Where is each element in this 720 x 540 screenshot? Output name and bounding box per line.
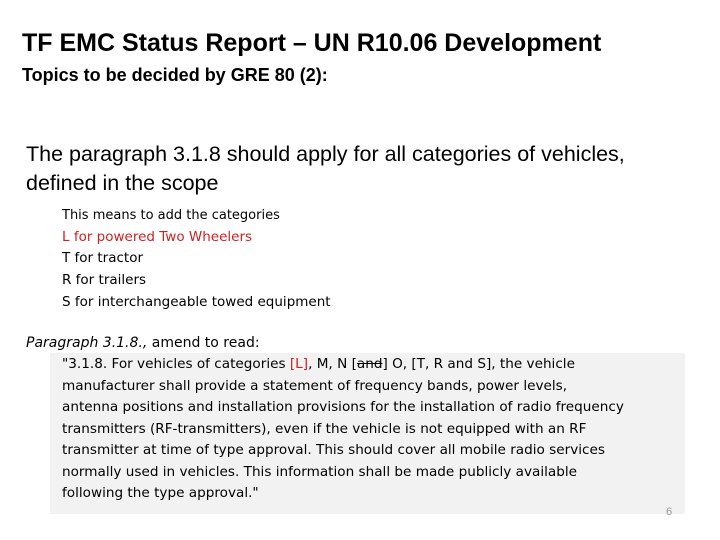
lead-paragraph: The paragraph 3.1.8 should apply for all categories of vehicles, defined in the scope [26,142,625,195]
slide-title: TF EMC Status Report – UN R10.06 Development [22,29,602,57]
quote-line-7: following the type approval." [62,485,259,501]
category-item-s: S for interchangeable towed equipment [62,293,331,310]
quote-line-4: transmitters (RF-transmitters), even if the vehicle is not equipped with an RF [62,420,587,437]
quote-line-1 [62,354,677,376]
quote-line-3: antenna positions and installation provisions for the installation of radio frequency [62,399,624,415]
category-list-intro: This means to add the categories [62,208,280,223]
paragraph-amendment-intro [26,333,260,353]
quote-text: ] O, [T, R and S], the vehicle [382,356,575,372]
quote-line-5: transmitter at time of type approval. This should cover all mobile radio services [62,442,605,458]
category-item-t: T for tractor [62,250,144,267]
category-list [62,205,331,314]
amended-text-quote [62,354,677,505]
paragraph-reference: Paragraph 3.1.8., [26,335,148,351]
category-item-r: R for trailers [62,272,147,289]
category-item-l: L for powered Two Wheelers [62,228,253,245]
page-number: 6 [666,506,673,518]
category-l-highlight: [L] [289,356,309,372]
quote-text: , M, N [ [308,356,357,372]
slide-subtitle: Topics to be decided by GRE 80 (2): [22,65,328,85]
quote-line-2: manufacturer shall provide a statement of frequency bands, power levels, [62,377,568,394]
deleted-and: and [356,356,383,372]
quote-text: "3.1.8. For vehicles of categories [62,356,290,372]
quote-line-6: normally used in vehicles. This information shall be made publicly available [62,463,578,480]
amend-instruction: amend to read: [147,335,260,351]
